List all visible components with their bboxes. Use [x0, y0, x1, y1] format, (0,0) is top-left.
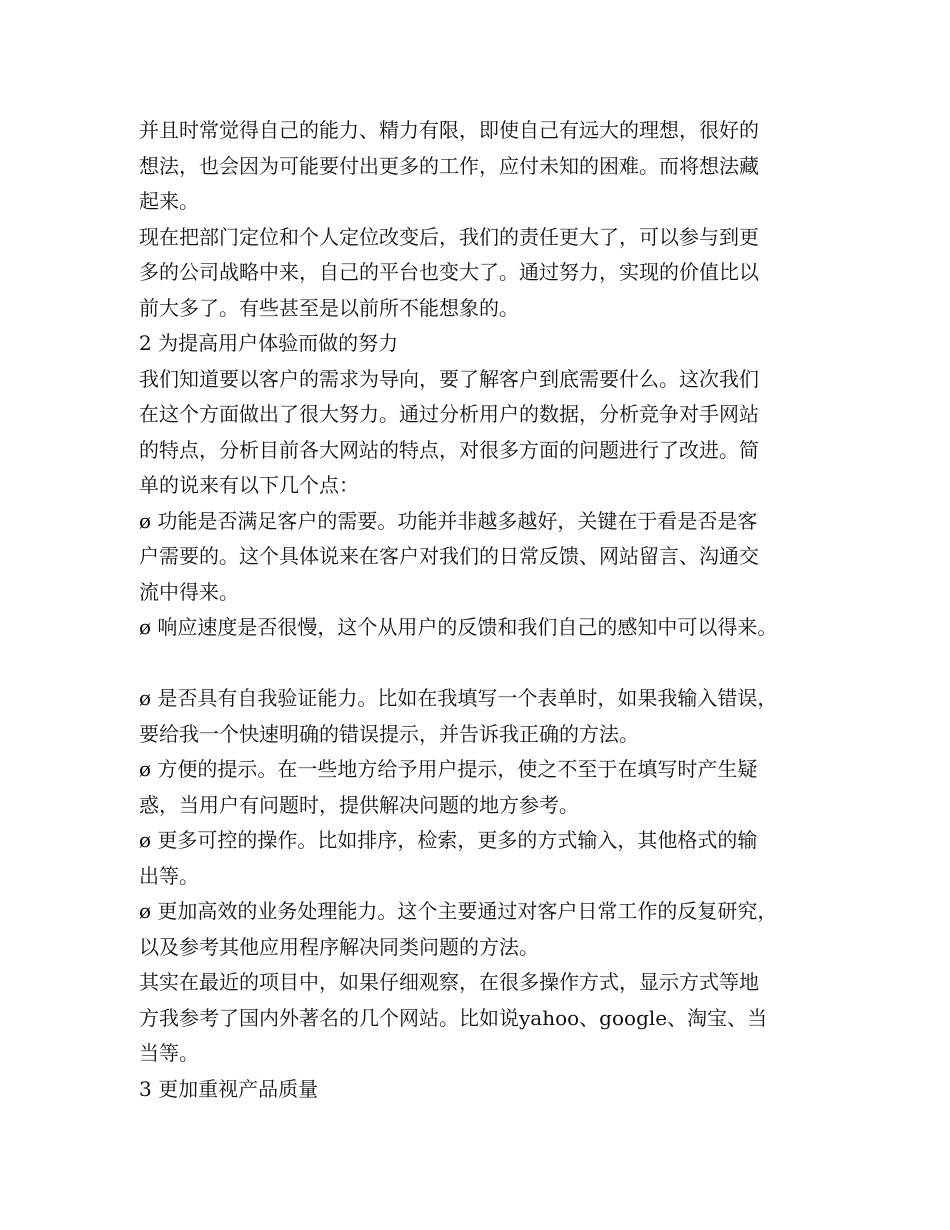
text-line-6: 前大多了。有些甚至是以前所不能想象的。 — [139, 295, 519, 320]
document-body — [139, 113, 839, 1107]
text-line-22: 出等。 — [139, 863, 199, 888]
text-line-4: 现在把部门定位和个人定位改变后，我们的责任更大了，可以参与到更 — [139, 224, 759, 249]
text-line-24: 以及参考其他应用程序解决同类问题的方法。 — [139, 934, 539, 959]
bullet-line-15: ø 响应速度是否很慢，这个从用户的反馈和我们自己的感知中可以得来。 — [139, 615, 778, 639]
text-line-9: 在这个方面做出了很大努力。通过分析用户的数据，分析竞争对手网站 — [139, 402, 759, 426]
section-heading-3: 3 更加重视产品质量 — [139, 1076, 319, 1101]
bullet-line-17: ø 是否具有自我验证能力。比如在我填写一个表单时，如果我输入错误， — [139, 686, 778, 710]
text-line-27: 当等。 — [139, 1041, 199, 1065]
text-line-13: 户需要的。这个具体说来在客户对我们的日常反馈、网站留言、沟通交 — [139, 544, 759, 568]
text-line-3: 起来。 — [139, 189, 199, 213]
text-line-20: 惑，当用户有问题时，提供解决问题的地方参考。 — [139, 792, 579, 817]
bullet-line-12: ø 功能是否满足客户的需要。功能并非越多越好，关键在于看是否是客 — [139, 508, 758, 533]
text-line-1: 并且时常觉得自己的能力、精力有限，即使自己有远大的理想，很好的 — [139, 118, 759, 142]
blank-line — [139, 646, 839, 682]
text-line-5: 多的公司战略中来，自己的平台也变大了。通过努力，实现的价值比以 — [139, 260, 759, 284]
text-line-11: 单的说来有以下几个点： — [139, 473, 359, 497]
bullet-line-21: ø 更多可控的操作。比如排序，检索，更多的方式输入，其他格式的输 — [139, 828, 758, 852]
text-line-8: 我们知道要以客户的需求为导向，要了解客户到底需要什么。这次我们 — [139, 366, 759, 391]
bullet-line-23: ø 更加高效的业务处理能力。这个主要通过对客户日常工作的反复研究， — [139, 899, 778, 923]
text-line-26: 方我参考了国内外著名的几个网站。比如说yahoo、google、淘宝、当 — [139, 1005, 768, 1030]
text-line-10: 的特点，分析目前各大网站的特点，对很多方面的问题进行了改进。简 — [139, 437, 759, 462]
text-line-18: 要给我一个快速明确的错误提示，并告诉我正确的方法。 — [139, 721, 639, 746]
text-line-25: 其实在最近的项目中，如果仔细观察，在很多操作方式，显示方式等地 — [139, 970, 759, 994]
text-line-2: 想法，也会因为可能要付出更多的工作，应付未知的困难。而将想法藏 — [139, 153, 759, 178]
bullet-line-19: ø 方便的提示。在一些地方给予用户提示，使之不至于在填写时产生疑 — [139, 757, 758, 781]
section-heading-2: 2 为提高用户体验而做的努力 — [139, 331, 399, 355]
text-line-14: 流中得来。 — [139, 579, 239, 604]
